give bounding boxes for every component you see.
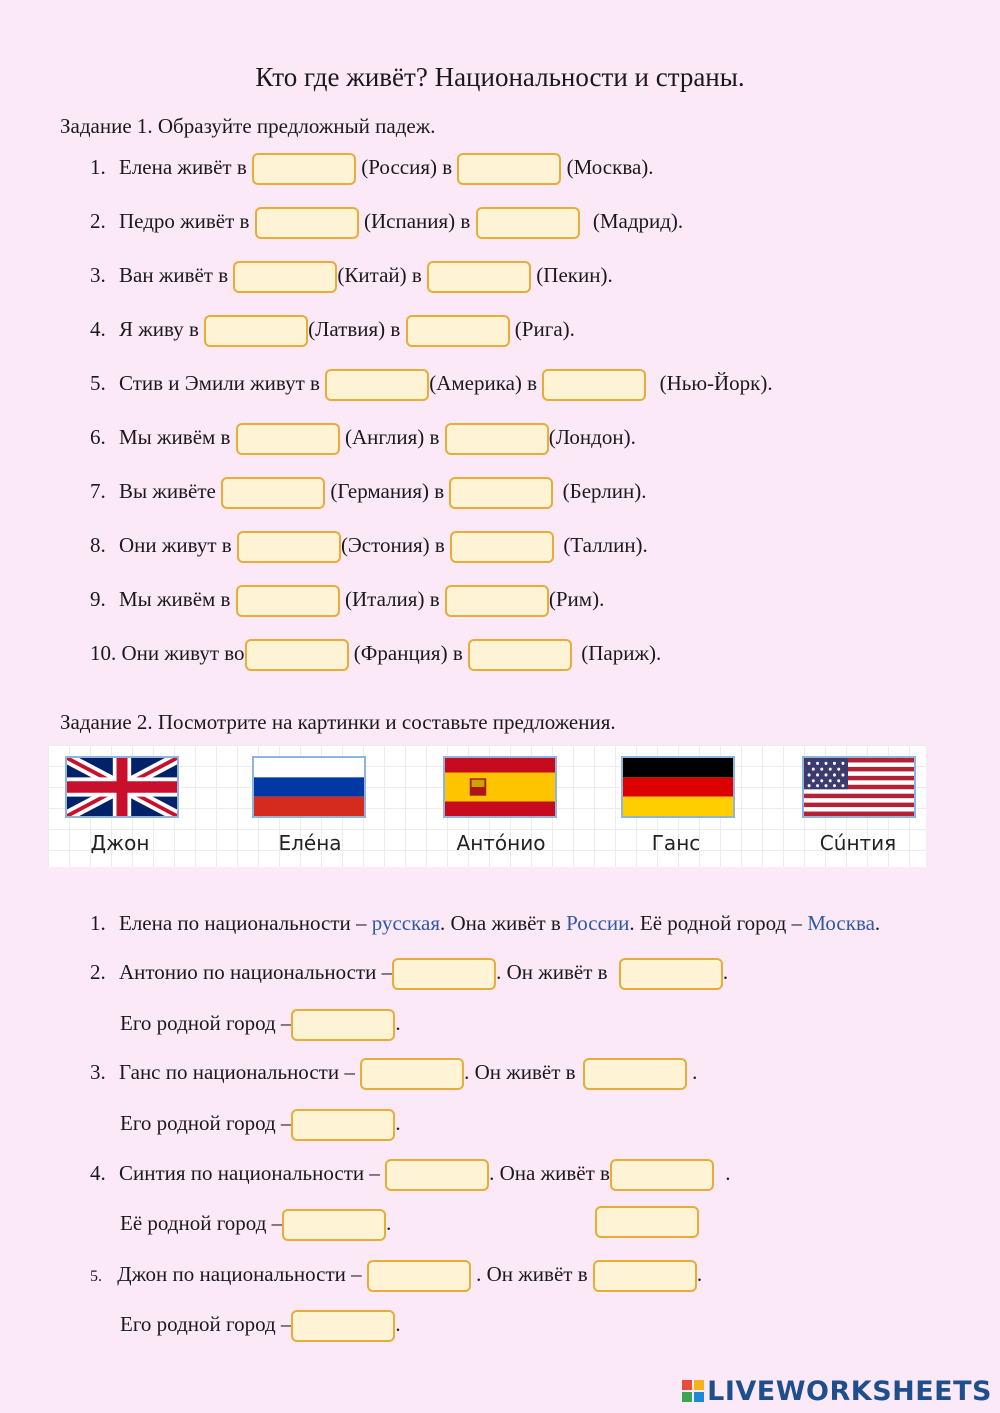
answer-box-city-8[interactable] <box>450 531 554 563</box>
item-text: Ганс по национальности – <box>119 1060 355 1084</box>
item-text: Мы живём в <box>119 587 231 611</box>
flag-name: Елéна <box>278 831 342 855</box>
item-text: . <box>395 1312 401 1336</box>
task1-item <box>90 150 654 184</box>
item-text: (Париж). <box>581 641 662 665</box>
task2-city-line <box>120 1206 391 1240</box>
task2-city-line <box>120 1106 401 1140</box>
item-text: . <box>692 1060 698 1084</box>
task2-city-line <box>120 1006 401 1040</box>
answer-box-city-2[interactable] <box>476 207 580 239</box>
answer-box-city-4[interactable] <box>282 1209 386 1241</box>
item-text: . <box>395 1011 401 1035</box>
item-text: . <box>386 1211 392 1235</box>
flag-name: Ганс <box>651 831 701 855</box>
item-text: Педро живёт в <box>119 209 250 233</box>
item-number: 3. <box>90 263 106 287</box>
item-text: (Россия) в <box>361 155 453 179</box>
item-text: Синтия по национальности – <box>119 1161 380 1185</box>
item-number: 1. <box>90 155 106 179</box>
item-text: (Франция) в <box>353 641 463 665</box>
item-number: 2. <box>90 209 106 233</box>
example-answer-nationality: русская <box>371 911 440 935</box>
item-text: Её родной город – <box>120 1211 283 1235</box>
usa-flag-icon <box>802 756 916 818</box>
task1-heading: Задание 1. Образуйте предложный падеж. <box>60 114 436 138</box>
answer-box-nationality-2[interactable] <box>392 958 496 990</box>
item-text: Ван живёт в <box>119 263 229 287</box>
item-text: . Её родной город – <box>629 911 802 935</box>
item-text: . Он живёт в <box>464 1060 576 1084</box>
answer-box-country-1[interactable] <box>252 153 356 185</box>
task2-item <box>90 1055 697 1089</box>
item-text: (Нью-Йорк). <box>659 371 773 395</box>
item-number: 9. <box>90 587 106 611</box>
answer-box-country-6[interactable] <box>236 423 340 455</box>
item-number: 7. <box>90 479 106 503</box>
task2-item <box>90 1156 730 1190</box>
liveworksheets-logo[interactable] <box>682 1376 992 1407</box>
answer-box-city-9[interactable] <box>445 585 549 617</box>
task2-item <box>90 955 728 989</box>
answer-box-city-6[interactable] <box>445 423 549 455</box>
answer-box-country-2[interactable] <box>619 958 723 990</box>
task1-item <box>90 420 636 454</box>
answer-box-nationality-3[interactable] <box>360 1058 464 1090</box>
answer-box-extra[interactable] <box>595 1206 699 1238</box>
answer-box-country-7[interactable] <box>221 477 325 509</box>
item-text: . <box>395 1111 401 1135</box>
answer-box-country-8[interactable] <box>237 531 341 563</box>
task2-city-line <box>120 1307 401 1341</box>
item-text: Его родной город – <box>120 1111 292 1135</box>
item-text: Его родной город – <box>120 1312 292 1336</box>
item-text: (Эстония) в <box>340 533 445 557</box>
task1-item <box>90 636 661 670</box>
item-number: 4. <box>90 1161 106 1185</box>
task2-item <box>90 1257 702 1291</box>
item-number: 5. <box>90 371 106 395</box>
item-number: 5. <box>90 1268 102 1285</box>
answer-box-nationality-4[interactable] <box>385 1159 489 1191</box>
answer-box-city-10[interactable] <box>468 639 572 671</box>
brand-text: LIVEWORKSHEETS <box>707 1376 992 1407</box>
answer-box-city-2[interactable] <box>291 1009 395 1041</box>
item-text: (Пекин). <box>536 263 613 287</box>
item-text: Они живут во <box>121 641 245 665</box>
germany-flag-icon <box>621 756 735 818</box>
task2-example <box>90 906 880 940</box>
item-text: . Она живёт в <box>440 911 561 935</box>
item-text: (Таллин). <box>563 533 648 557</box>
item-text: (Италия) в <box>344 587 440 611</box>
task1-item <box>90 474 646 508</box>
task2-heading: Задание 2. Посмотрите на картинки и составьте предложения. <box>60 710 616 734</box>
task1-item <box>90 582 604 616</box>
item-number: 2. <box>90 960 106 984</box>
item-text: Его родной город – <box>120 1011 292 1035</box>
answer-box-country-2[interactable] <box>255 207 359 239</box>
item-number: 8. <box>90 533 106 557</box>
answer-box-city-5[interactable] <box>291 1310 395 1342</box>
item-text: . <box>874 911 881 935</box>
item-text: . Он живёт в <box>496 960 608 984</box>
item-text: (Германия) в <box>330 479 445 503</box>
item-text: Стив и Эмили живут в <box>119 371 320 395</box>
item-number: 10. <box>90 641 117 665</box>
item-number: 4. <box>90 317 106 341</box>
item-text: (Рим). <box>548 587 605 611</box>
answer-box-city-3[interactable] <box>427 261 531 293</box>
answer-box-country-9[interactable] <box>236 585 340 617</box>
page-title: Кто где живёт? Национальности и страны. <box>255 62 745 92</box>
answer-box-country-4[interactable] <box>204 315 308 347</box>
task1-item <box>90 366 773 400</box>
item-text: (Америка) в <box>429 371 538 395</box>
task1-item <box>90 312 575 346</box>
item-number: 3. <box>90 1060 106 1084</box>
flag-name: Сúнтия <box>819 831 897 855</box>
flags-strip <box>48 745 926 867</box>
example-answer-country: России <box>566 911 630 935</box>
answer-box-city-4[interactable] <box>406 315 510 347</box>
answer-box-country-3[interactable] <box>583 1058 687 1090</box>
item-text: Елена по национальности – <box>119 911 367 935</box>
task1-item <box>90 204 683 238</box>
item-text: (Испания) в <box>363 209 471 233</box>
answer-box-city-5[interactable] <box>542 369 646 401</box>
task1-item <box>90 258 613 292</box>
answer-box-city-1[interactable] <box>457 153 561 185</box>
item-number: 6. <box>90 425 106 449</box>
item-text: (Китай) в <box>337 263 422 287</box>
item-text: Я живу в <box>119 317 199 341</box>
answer-box-city-7[interactable] <box>449 477 553 509</box>
answer-box-country-10[interactable] <box>245 639 349 671</box>
item-text: Мы живём в <box>119 425 231 449</box>
task1-item <box>90 528 648 562</box>
answer-box-country-4[interactable] <box>610 1159 714 1191</box>
flag-name: Антóнио <box>456 831 546 855</box>
item-text: (Берлин). <box>562 479 647 503</box>
item-text: (Рига). <box>514 317 575 341</box>
item-text: (Латвия) в <box>308 317 401 341</box>
spain-flag-icon <box>443 756 557 818</box>
item-text: (Лондон). <box>548 425 636 449</box>
uk-flag-icon <box>65 756 179 818</box>
item-text: Антонио по национальности – <box>119 960 393 984</box>
item-text: Вы живёте <box>119 479 216 503</box>
item-text: . <box>722 960 729 984</box>
answer-box-nationality-5[interactable] <box>367 1260 471 1292</box>
item-text: Елена живёт в <box>119 155 247 179</box>
item-text: Они живут в <box>119 533 232 557</box>
item-text: (Англия) в <box>344 425 440 449</box>
answer-box-country-5[interactable] <box>593 1260 697 1292</box>
russia-flag-icon <box>252 756 366 818</box>
item-text: . <box>696 1262 703 1286</box>
item-text: . <box>725 1161 731 1185</box>
item-text: . Он живёт в <box>476 1262 588 1286</box>
item-number: 1. <box>90 911 106 935</box>
answer-box-country-5[interactable] <box>325 369 429 401</box>
answer-box-city-3[interactable] <box>291 1109 395 1141</box>
item-text: Джон по национальности – <box>117 1262 362 1286</box>
answer-box-country-3[interactable] <box>233 261 337 293</box>
item-text: . Она живёт в <box>489 1161 610 1185</box>
example-answer-city: Москва <box>807 911 875 935</box>
liveworksheets-logo-icon <box>682 1380 704 1402</box>
item-text: (Мадрид). <box>592 209 684 233</box>
item-text: (Москва). <box>566 155 654 179</box>
flag-name: Джон <box>90 831 150 855</box>
